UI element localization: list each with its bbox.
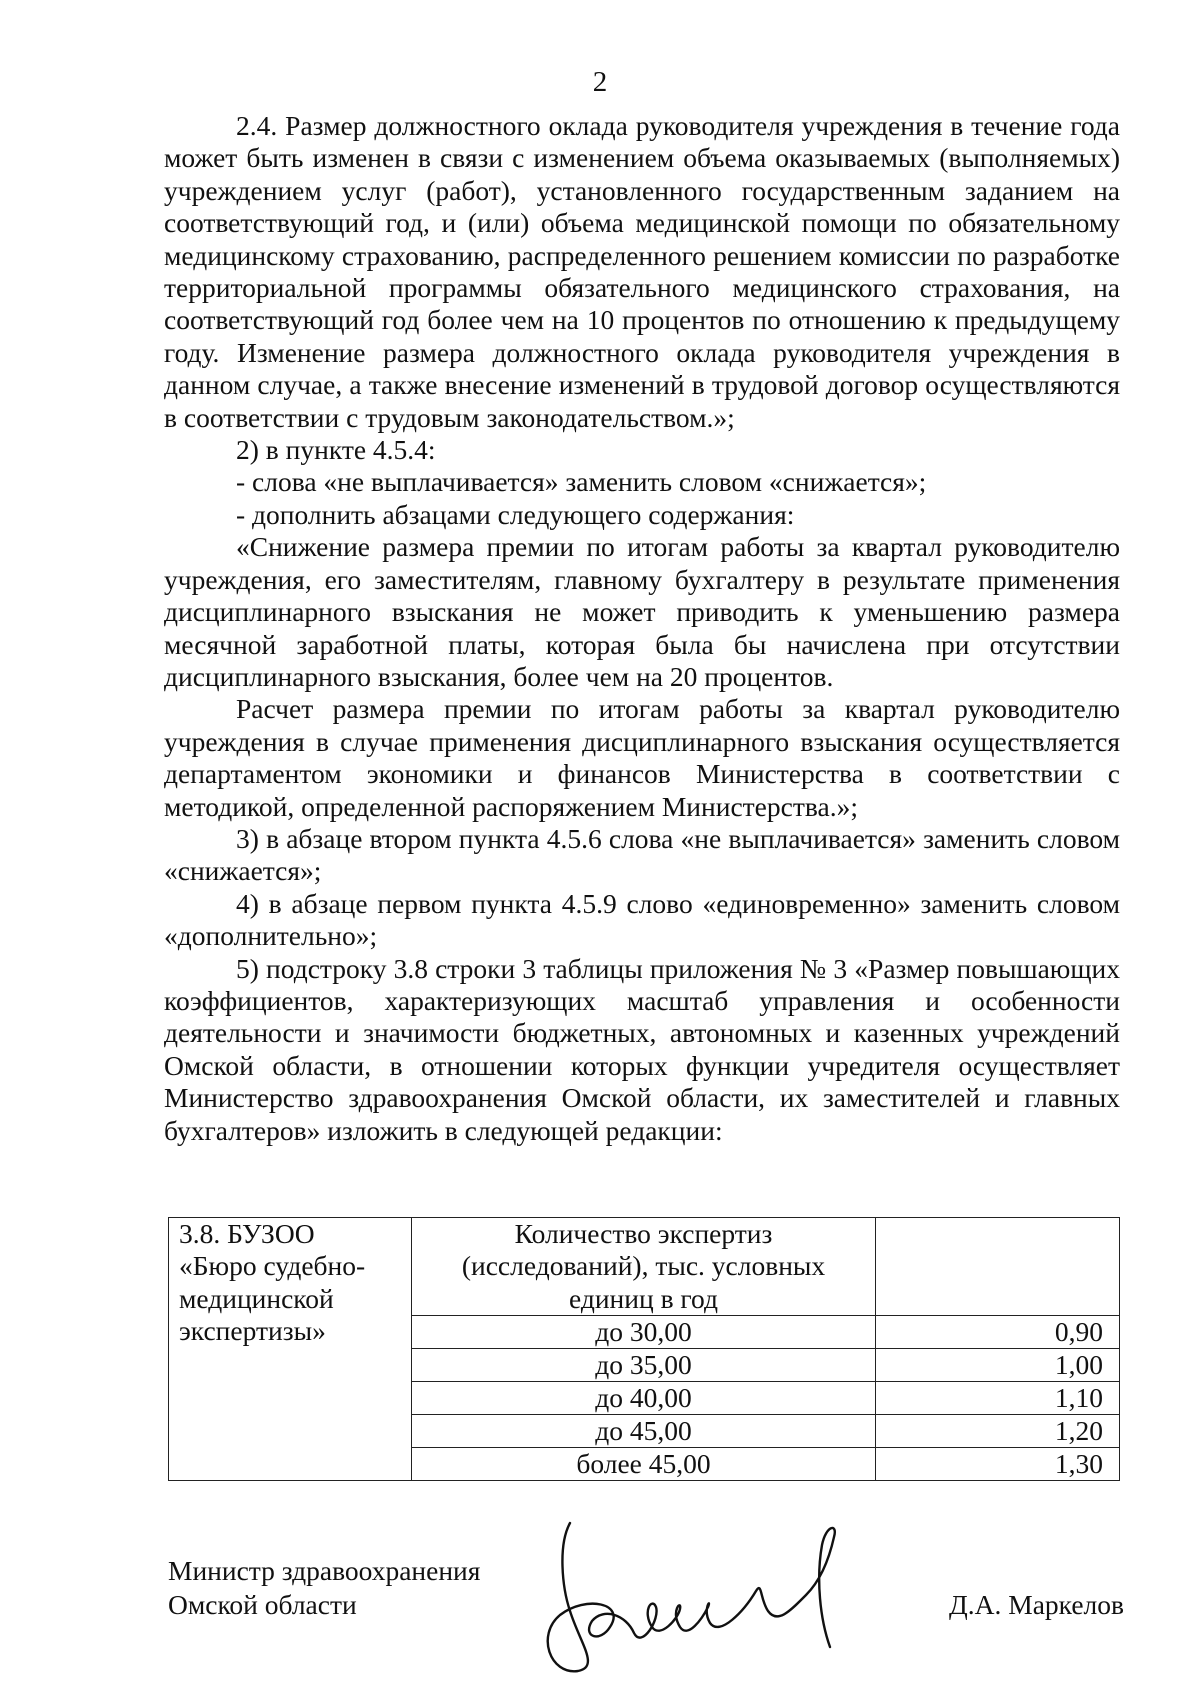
paragraph-item-4: 4) в абзаце первом пункта 4.5.9 слово «единовременно» заменить словом «дополнительно»; bbox=[164, 887, 1120, 952]
paragraph-item-5: 5) подстроку 3.8 строки 3 таблицы приложения № 3 «Размер повышающих коэффициентов, характеризующих масштаб управления и особенности деятельности и значимости бюджетных, автономных и казенных учреждений Омской области, в отношении которых функции учредителя осуществляет Министерство здравоохранения Омской области, их заместителей и главных бухгалтеров» изложить в следующей редакции: bbox=[164, 952, 1120, 1146]
range-cell: до 35,00 bbox=[412, 1349, 876, 1382]
coefficient-cell: 0,90 bbox=[876, 1316, 1120, 1349]
institution-line: экспертизы» bbox=[179, 1315, 326, 1347]
signatory-position-line: Министр здравоохранения bbox=[168, 1555, 481, 1586]
range-cell: до 45,00 bbox=[412, 1415, 876, 1448]
empty-coefficient-cell bbox=[876, 1218, 1120, 1316]
coefficient-cell: 1,10 bbox=[876, 1382, 1120, 1415]
paragraph-2-4: 2.4. Размер должностного оклада руководителя учреждения в течение года может быть изменен в связи с изменением объема оказываемых (выполняемых) учреждением услуг (работ), установленного государственным заданием на соответствующий год, и (или) объема медицинской помощи по обязательному медицинскому страхованию, распределенного решением комиссии по разработке территориальной программы обязательного медицинского страхования, на соответствующий год более чем на 10 процентов по отношению к предыдущему году. Изменение размера должностного оклада руководителя учреждения в данном случае, а также внесение изменений в трудовой договор осуществляются в соответствии с трудовым законодательством.»; bbox=[164, 110, 1120, 433]
indicator-cell bbox=[412, 1218, 876, 1316]
indicator-line: единиц в год bbox=[569, 1282, 718, 1314]
signatory-position bbox=[168, 1554, 480, 1622]
institution-line: 3.8. БУЗОО bbox=[179, 1218, 315, 1249]
coefficient-cell: 1,00 bbox=[876, 1349, 1120, 1382]
indicator-line: (исследований), тыс. условных bbox=[461, 1250, 826, 1282]
handwritten-signature bbox=[530, 1515, 910, 1675]
coefficient-cell: 1,30 bbox=[876, 1448, 1120, 1481]
institution-line: «Бюро судебно- bbox=[179, 1250, 366, 1282]
coefficient-cell: 1,20 bbox=[876, 1415, 1120, 1448]
paragraph-item-3: 3) в абзаце втором пункта 4.5.6 слова «не выплачивается» заменить словом «снижается»; bbox=[164, 822, 1120, 887]
paragraph-replace-words: - слова «не выплачивается» заменить словом «снижается»; bbox=[236, 466, 927, 498]
paragraph-bonus-calculation: Расчет размера премии по итогам работы за квартал руководителю учреждения в случае применения дисциплинарного взыскания осуществляется департаментом экономики и финансов Министерства в соответствии с методикой, определенной распоряжением Министерства.»; bbox=[164, 693, 1120, 822]
signatory-position-line: Омской области bbox=[168, 1589, 357, 1620]
institution-line: медицинской bbox=[179, 1282, 334, 1314]
table-header-row bbox=[169, 1218, 1120, 1316]
range-cell: до 40,00 bbox=[412, 1382, 876, 1415]
paragraph-item-2: 2) в пункте 4.5.4: bbox=[236, 434, 436, 466]
range-cell: до 30,00 bbox=[412, 1316, 876, 1349]
institution-cell bbox=[169, 1218, 412, 1481]
paragraph-add-abzats: - дополнить абзацами следующего содержания: bbox=[236, 498, 795, 530]
page-number: 2 bbox=[592, 66, 608, 98]
signatory-name: Д.А. Маркелов bbox=[949, 1589, 1124, 1620]
range-cell: более 45,00 bbox=[412, 1448, 876, 1481]
paragraph-bonus-reduction: «Снижение размера премии по итогам работы за квартал руководителю учреждения, его заместителям, главному бухгалтеру в результате применения дисциплинарного взыскания не может приводить к уменьшению размера месячной заработной платы, которая была бы начислена при отсутствии дисциплинарного взыскания, более чем на 20 процентов. bbox=[164, 531, 1120, 692]
indicator-line: Количество экспертиз bbox=[514, 1218, 773, 1249]
document-body bbox=[164, 110, 1120, 1147]
coefficient-table bbox=[168, 1217, 1120, 1481]
